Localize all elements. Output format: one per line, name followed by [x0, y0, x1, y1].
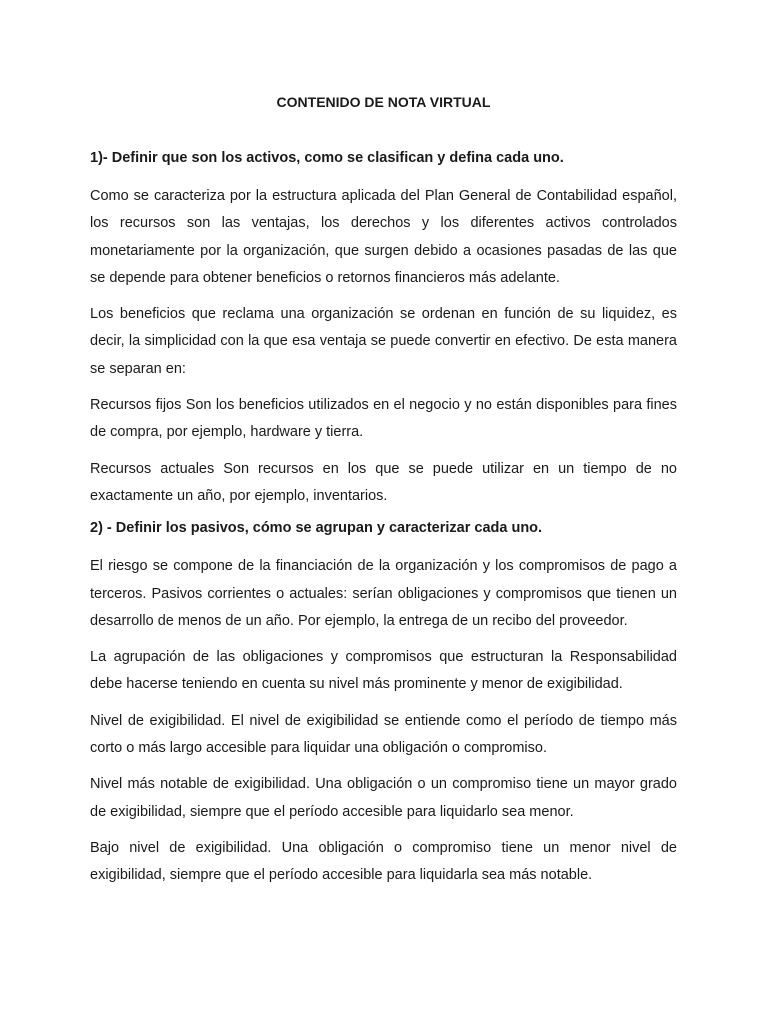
paragraph: Nivel de exigibilidad. El nivel de exigibilidad se entiende como el período de tiempo más corto o más largo accesible para liquidar una obligación o compromiso. [90, 712, 677, 757]
paragraph: Nivel más notable de exigibilidad. Una obligación o un compromiso tiene un mayor grado de exigibilidad, siempre que el período accesible para liquidarlo sea menor. [90, 776, 677, 820]
paragraph: Recursos actuales Son recursos en los que se puede utilizar en un tiempo de no exactamente un año, por ejemplo, inventarios. [90, 460, 677, 504]
section-liabilities [90, 519, 677, 889]
paragraph: Como se caracteriza por la estructura aplicada del Plan General de Contabilidad español, los recursos son las ventajas, los derechos y los diferentes activos controlados monetariamente por la organización, que surgen debido a ocasiones pasadas de las que se depende para obtener beneficios o retornos financieros más adelante. [90, 188, 677, 286]
paragraph: El riesgo se compone de la financiación de la organización y los compromisos de pago a terceros. Pasivos corrientes o actuales: serían obligaciones y compromisos que tienen un desarrollo de menos de un año. Por ejemplo, la entrega de un recibo del proveedor. [90, 558, 677, 629]
section-assets [90, 149, 677, 510]
section-heading: 2) - Definir los pasivos, cómo se agrupan y caracterizar cada uno. [90, 520, 543, 537]
paragraph: Recursos fijos Son los beneficios utilizados en el negocio y no están disponibles para fines de compra, por ejemplo, hardware y tierra. [90, 397, 677, 441]
document-body [90, 93, 677, 899]
section-heading: 1)- Definir que son los activos, como se clasifican y defina cada uno. [90, 150, 564, 166]
paragraph: La agrupación de las obligaciones y compromisos que estructuran la Responsabilidad debe hacerse teniendo en cuenta su nivel más prominente y menor de exigibilidad. [90, 649, 677, 693]
document-title: CONTENIDO DE NOTA VIRTUAL [276, 94, 491, 110]
paragraph: Los beneficios que reclama una organización se ordenan en función de su liquidez, es decir, la simplicidad con la que esa ventaja se puede convertir en efectivo. De esta manera se separan en: [90, 306, 677, 377]
paragraph: Bajo nivel de exigibilidad. Una obligación o compromiso tiene un menor nivel de exigibilidad, siempre que el período accesible para liquidarla sea más notable. [90, 839, 677, 884]
